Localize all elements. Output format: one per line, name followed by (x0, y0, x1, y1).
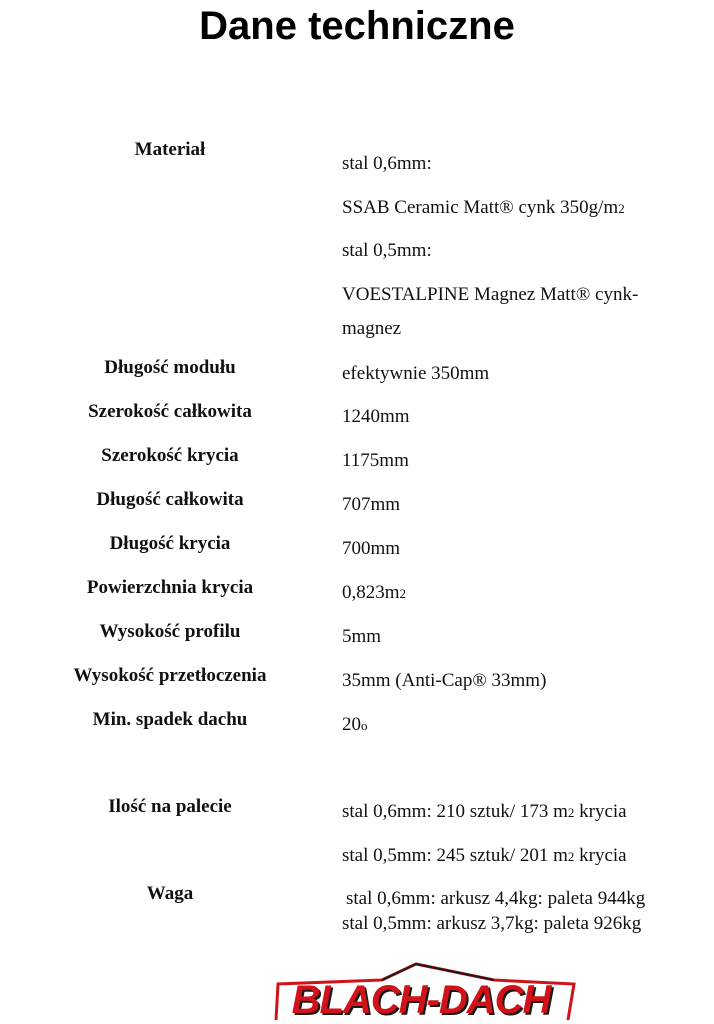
spec-value-cover-width: 1175mm (342, 450, 409, 471)
spec-value-module-length: efektywnie 350mm (342, 363, 490, 384)
blach-dach-logo (262, 962, 580, 1024)
weight-line-2: stal 0,5mm: arkusz 3,7kg: paleta 926kg (342, 913, 642, 934)
pallet-line-2 (342, 845, 627, 868)
spec-label-min-roof-slope: Min. spadek dachu (92, 709, 248, 730)
material-value-4: VOESTALPINE Magnez Matt® cynk- (342, 284, 639, 305)
pallet-line-2-suffix: krycia (574, 845, 627, 866)
logo-text: BLACH-DACH (291, 978, 551, 1022)
spec-label-profile-height: Wysokość profilu (99, 621, 241, 642)
pallet-line-1-text: stal 0,6mm: 210 sztuk/ 173 m (342, 801, 568, 822)
spec-label-cover-width: Szerokość krycia (101, 445, 239, 466)
unit-exponent: 2 (399, 586, 407, 601)
weight-line-1: stal 0,6mm: arkusz 4,4kg: paleta 944kg (346, 888, 646, 909)
spec-label-total-length: Długość całkowita (96, 489, 244, 510)
material-value-5: magnez (342, 318, 402, 339)
material-value-2 (342, 197, 625, 220)
spec-label-pallet-quantity: Ilość na palecie (108, 796, 232, 817)
unit-exponent: 2 (567, 849, 575, 864)
material-value-1: stal 0,6mm: (342, 153, 432, 174)
spec-label-embossing-height: Wysokość przetłoczenia (73, 665, 267, 686)
spec-label-cover-area: Powierzchnia krycia (86, 577, 254, 598)
degree-symbol: o (361, 718, 368, 733)
unit-exponent: 2 (618, 201, 625, 216)
spec-value-profile-height: 5mm (342, 626, 382, 647)
document-title: Dane techniczne (199, 4, 515, 48)
material-value-3: stal 0,5mm: (342, 240, 432, 261)
cover-area-number: 0,823m (342, 582, 400, 603)
roof-slope-number: 20 (342, 714, 361, 735)
spec-value-total-width: 1240mm (342, 406, 410, 427)
unit-exponent: 2 (567, 805, 575, 820)
pallet-line-1-suffix: krycia (574, 801, 627, 822)
spec-value-cover-length: 700mm (342, 538, 401, 559)
pallet-line-1 (342, 801, 627, 824)
spec-label-weight: Waga (146, 883, 194, 904)
spec-value-embossing-height: 35mm (Anti-Cap® 33mm) (342, 670, 547, 691)
spec-label-module-length: Długość modułu (104, 357, 236, 378)
material-value-2-text: SSAB Ceramic Matt® cynk 350g/m (342, 197, 619, 218)
spec-value-min-roof-slope (342, 714, 368, 737)
spec-value-total-length: 707mm (342, 494, 401, 515)
spec-label-material: Materiał (134, 139, 206, 160)
spec-value-cover-area (342, 582, 406, 605)
spec-label-total-width: Szerokość całkowita (88, 401, 252, 422)
pallet-line-2-text: stal 0,5mm: 245 sztuk/ 201 m (342, 845, 568, 866)
spec-label-cover-length: Długość krycia (109, 533, 231, 554)
